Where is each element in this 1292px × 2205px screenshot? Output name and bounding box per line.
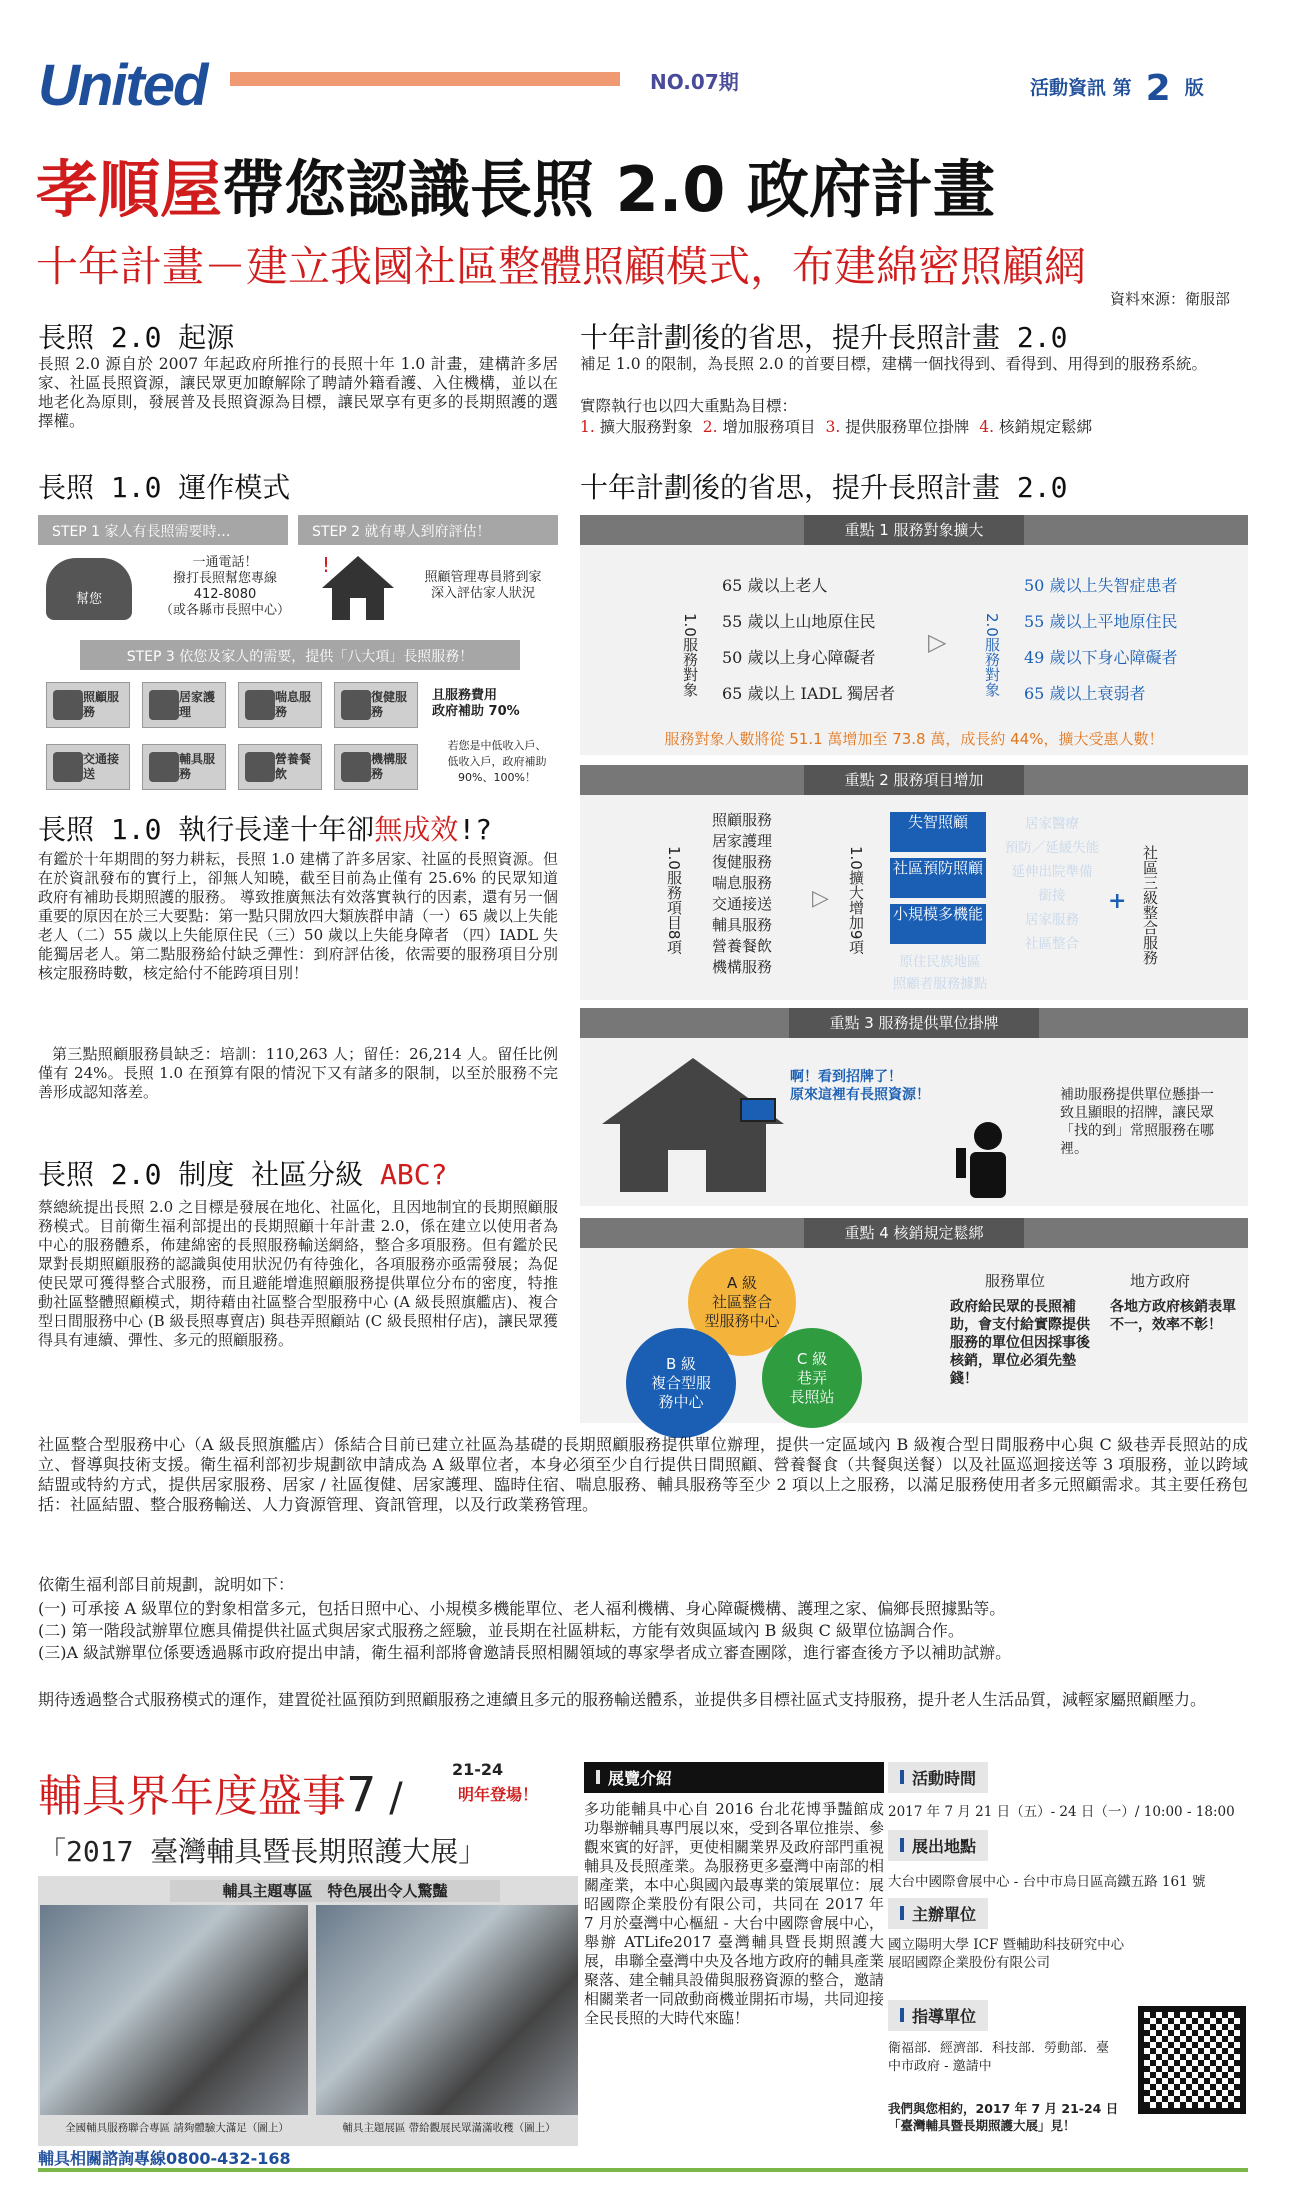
p1-right-label: 2.0服務對象 [983,613,1001,697]
origin-body: 長照 2.0 源自於 2007 年起政府所推行的長照十年 1.0 計畫，建構許多居家、社區長照資源，讓民眾更加瞭解除了聘請外籍看護、入住機構，並以在地老化為原則，發展普及長照資源為目標，讓民眾享有更多的長期照護的選擇權。 [38,355,558,430]
p2-left-label: 1.0服務項目8項 [665,845,683,955]
issue-number: NO.07期 [650,70,739,94]
p4-gov-head: 地方政府 [1130,1272,1191,1290]
step2-bar: STEP 2 就有專人到府評估！ [298,515,558,545]
time-tag [888,1762,988,1793]
origin-heading: 長照 2.0 起源 [38,321,235,354]
expo-name: 「2017 臺灣輔具暨長期照護大展」 [38,1835,487,1868]
p1-right-item: 50 歲以上失智症患者 [1024,576,1178,595]
service-8 [334,744,418,790]
p2-title [580,765,1248,795]
service-label: 復健服務 [371,690,408,719]
p1-left-item: 50 歲以上身心障礙者 [722,648,876,667]
p2-right-label: 社區三級整合服務 [1141,845,1159,965]
point-text: 核銷規定鬆綁 [998,418,1092,436]
header-accent-bar [230,72,620,86]
wide-items [38,1598,1248,1664]
failure-heading-c: !? [458,813,493,846]
page-number: 2 [1145,68,1171,109]
united-logo: United [38,53,207,118]
service-icon [53,752,83,782]
service-icon [53,690,83,720]
p2-faded-item: 預防／延緩失能 [1004,840,1100,856]
service-label: 機構服務 [371,752,408,781]
p1-left-label: 1.0服務對象 [681,613,699,697]
page-label: 活動資訊 第 [1030,77,1132,99]
expo-promo: 我們與您相約，2017 年 7 月 21-24 日「臺灣輔具暨長期照護大展」見！ [888,2101,1119,2133]
p1-left-item: 65 歲以上 IADL 獨居者 [722,684,895,703]
tier-heading-a: 長照 2.0 制度 社區分級 [38,1158,381,1191]
tier-c-circle: C 級 巷弄 長照站 [762,1328,862,1428]
page-suffix: 版 [1184,77,1204,99]
guide-tag-text: 指導單位 [912,2007,977,2026]
service-icon [149,690,179,720]
expo-photo-2 [316,1905,578,2115]
p2-faded-item: 居家服務 [1025,912,1079,928]
p2-left-item: 機構服務 [712,958,773,976]
hotline: 輔具相關諮詢專線0800-432-168 [38,2149,291,2168]
page-subtitle: 十年計畫－建立我國社區整體照顧模式，布建綿密照顧網 [36,242,1087,291]
tier-heading [38,1153,447,1193]
point-number: 4. [979,418,995,436]
service-6 [142,744,226,790]
p3-title-text: 重點 3 服務提供單位掛牌 [789,1008,1038,1038]
home-text: 照顧管理專員將到家 深入評估家人狀況 [424,570,542,601]
host-tag [888,1898,988,1929]
tier-b-circle: B 級 複合型服 務中心 [626,1328,736,1438]
phone-text: 一通電話！ 撥打長照幫您專線 412-8080 （或各縣市長照中心） [159,555,290,618]
title-brand: 孝順屋 [36,153,223,226]
house-sign-icon [598,1054,788,1194]
page-info [1030,68,1204,109]
failure-heading-b: 無成效 [374,813,459,846]
wide-closing: 期待透過整合式服務模式的運作，建置從社區預防到照顧服務之連續且多元的服務輸送體系，並提供多目標社區式支持服務，提升老人生活品質，減輕家屬照顧壓力。 [38,1690,1207,1709]
p1-right-item: 65 歲以上衰弱者 [1024,684,1146,703]
p2-faded-item: 延伸出院準備 [1011,864,1093,880]
reflection-intro: 實際執行也以四大重點為目標： [580,397,798,415]
p4-gov-text: 各地方政府核銷表單不一，效率不彰！ [1110,1299,1236,1333]
diagram-heading: 十年計劃後的省思，提升長照計畫 2.0 [580,471,1068,504]
wide-item: (一) 可承接 A 級單位的對象相當多元，包括日照中心、小規模多機能單位、老人福利機構、身心障礙機構、護理之家、偏鄉長照據點等。 [38,1599,1006,1618]
p2-left-item: 交通接送 [712,895,773,913]
service-7 [238,744,322,790]
intro-tag-text: 展覽介紹 [608,1769,673,1788]
subsidy-note: 且服務費用 政府補助 70% [432,688,520,719]
expo-place: 大台中國際會展中心 - 台中市烏日區高鐵五路 161 號 [888,1874,1206,1890]
expo-month: 7 [346,1767,377,1823]
p2-faded-item: 原住民族地區 [899,954,981,970]
p2-faded-item: 社區整合 [1025,936,1079,952]
expo-time: 2017 年 7 月 21 日（五）- 24 日（一）/ 10:00 - 18:00 [888,1804,1235,1820]
tier-body: 蔡總統提出長照 2.0 之目標是發展在地化、社區化，且因地制宜的長期照顧服務模式。目前衛生福利部提出的長期照顧十年計畫 2.0，係在建立以使用者為中心的服務體系，佈建綿密的長照服務輸送網絡，整合多項服務。但有鑑於民眾對長期照顧服務的認識與使用狀況仍有待強化，各項服務亦亟需發展；為促使民眾可獲得整合式服務，而且避能增進照顧服務提供單位分布的密度，特推動社區整體照顧模式，期待藉由社區整合型服務中心 (A 級長照旗艦店)、複合型日間服務中心 (B 級長照專賣店) 與巷弄照顧站 (C 級長照柑仔店)，讓民眾獲得具有連續、彈性、多元的照顧服務。 [38,1198,558,1349]
service-label: 營養餐飲 [275,752,312,781]
expo-photo-1 [40,1905,308,2115]
wide-item: (三)A 級試辦單位係要透過縣市政府提出申請，衛生福利部將會邀請長照相關領域的專家學者成立審查團隊，進行審查後方予以補助試辦。 [38,1643,1012,1662]
failure-heading [38,808,492,848]
service-label: 照顧服務 [83,690,120,719]
svg-text:!: ! [322,553,331,577]
photo-banner: 輔具主題專區 特色展出令人驚豔 [170,1880,500,1902]
expo-intro: 多功能輔具中心自 2016 台北花博爭豔館成功舉辦輔具專門展以來，受到各單位推崇、參觀來賓的好評，更使相關業界及政府部門重視輔具及長照產業。為服務更多臺灣中南部的相關產業，本中心與國內最專業的策展單位：展昭國際企業股份有限公司，共同在 2017 年 7 月於臺灣中心樞紐 - 大台中國際會展中心，舉辦 ATLife2017 臺灣輔具暨長期照護大展，串聯全臺灣中央及各地方政府的輔具產業聚落、建全輔具設備與服務資源的整合，邀請相關業者一同啟動商機並開拓市場，共同迎接全民長照的大時代來臨！ [584,1800,885,2027]
p2-title-text: 重點 2 服務項目增加 [804,765,1023,795]
wide-item: (二) 第一階段試辦單位應具備提供社區式與居家式服務之經驗，並長期在社區耕耘，方能有效與區域內 B 級與 C 級單位協調合作。 [38,1621,964,1640]
service-icon [245,752,275,782]
p2-left-item: 輔具服務 [712,916,773,934]
p3-text: 補助服務提供單位懸掛一致且顯眼的招牌，讓民眾「找的到」常照服務在哪裡。 [1060,1087,1214,1157]
p4-unit-head: 服務單位 [985,1272,1046,1290]
failure-body2: 第三點照顧服務員缺乏：培訓：110,263 人；留任：26,214 人。留任比例僅有 24%。長照 1.0 在預算有限的情況下又有諸多的限制，以至於服務不完善形成認知落差。 [38,1045,558,1101]
point-number: 2. [702,418,718,436]
p2-left-item: 居家護理 [712,832,773,850]
expo-date-note: 明年登場！ [458,1785,539,1804]
failure-heading-a: 長照 1.0 執行長達十年卻 [38,813,375,846]
p1-right-list [1024,568,1177,712]
time-tag-text: 活動時間 [912,1769,977,1788]
p4-title [580,1218,1248,1248]
place-tag [888,1830,988,1861]
point-text: 提供服務單位掛牌 [845,418,970,436]
source-note: 資料來源：衛服部 [1110,290,1231,308]
service-label: 喘息服務 [275,690,312,719]
p1-left-item: 55 歲以上山地原住民 [722,612,876,631]
p1-left-list [722,568,895,712]
expo-host: 國立陽明大學 ICF 暨輔助科技研究中心 展昭國際企業股份有限公司 [888,1937,1125,1971]
page-title [36,140,995,229]
wide-body: 社區整合型服務中心（A 級長照旗艦店）係結合目前已建立社區為基礎的長期照顧服務提供單位辦理，提供一定區域內 B 級複合型日間服務中心與 C 級巷弄長照站的成立、督導與技術支援。衛生福利部初步規劃欲申請成為 A 級單位者，本身必須至少自行提供日間照顧、營養餐食（共餐與送餐）以及社區巡迴接送等 3 項服務，並以跨域結盟或特約方式，提供居家服務、居家 / 社區復健、居家護理、臨時住宿、喘息服務、輔具服務等至少 2 項以上之服務，以滿足服務使用者多元照顧需求。其主要任務包括：社區結盟、整合服務輸送、人力資源管理、資訊管理，以及行政業務管理。 [38,1435,1248,1514]
p1-arrow-icon: ▷ [928,628,947,656]
sign-icon [740,1098,776,1122]
point-text: 擴大服務對象 [599,418,693,436]
p2-left-item: 喘息服務 [712,874,773,892]
footer-line [38,2168,1248,2172]
p1-title-text: 重點 1 服務對象擴大 [804,515,1023,545]
intro-tag [584,1762,884,1793]
tier-heading-b: ABC? [380,1158,448,1191]
failure-body: 有鑑於十年期間的努力耕耘，長照 1.0 建構了許多居家、社區的長照資源。但在於資訊發布的實行上，卻無人知曉，截至目前為止僅有 25.6% 的民眾知道政府有補助長期照護的服務。 導致推廣無法有效落實執行的因素，還有另一個重要的原因在於三大要點：第一點只開放四大類族群申請（一）65 歲以上失能老人（二）55 歲以上失能原住民（三）50 歲以上失能身障者 （四）IADL 失能獨居老人。第二點服務給付缺乏彈性：到府評估後，依需要的服務項目分別核定服務時數，核定給付不能跨項目別！ [38,850,558,982]
p1-left-item: 65 歲以上老人 [722,576,828,595]
host-tag-text: 主辦單位 [912,1905,977,1924]
reflection-body: 補足 1.0 的限制，為長照 2.0 的首要目標，建構一個找得到、看得到、用得到的服務系統。 [580,355,1208,373]
low-income-note: 若您是中低收入戶、 低收入戶，政府補助 90%、100%！ [447,739,547,784]
service-icon [341,752,371,782]
service-icon [149,752,179,782]
phone-label: 幫您 [75,592,102,607]
service-label: 交通接送 [83,752,120,781]
p2-arrow-icon: ▷ [812,886,829,911]
expo-guide: 衛福部．經濟部．科技部．勞動部．臺中市政府 - 邀請中 [888,2041,1110,2074]
photo-caption-1: 全國輔具服務聯合專區 請夠體驗大滿足（圖上） [65,2122,289,2134]
phone-icon [46,558,132,620]
person-icon [948,1118,1018,1198]
photo-caption-2: 輔具主題展區 帶給觀展民眾滿滿收穫（圖上） [342,2122,556,2134]
service-icon [245,690,275,720]
plus-icon: + [1108,888,1127,914]
p2-mid-label: 1.0擴大增加9項 [847,845,865,955]
wide-intro: 依衛生福利部目前規劃，說明如下： [38,1575,295,1594]
step1-bar: STEP 1 家人有長照需要時… [38,515,288,545]
p2-left-item: 照顧服務 [712,811,773,829]
title-rest: 帶您認識長照 2.0 政府計畫 [222,153,996,226]
p2-faded-item: 居家醫療 [1025,816,1079,832]
reflection-points [580,418,1248,437]
p2-faded-item: 銜接 [1038,888,1066,904]
p2-left-item: 營養餐飲 [712,937,773,955]
p2-faded-item: 照顧者服務據點 [892,976,988,992]
service-5 [46,744,130,790]
tier-a-circle: A 級 社區整合 型服務中心 [688,1248,796,1356]
p2-box-2: 社區預防照顧 [890,858,986,898]
point-text: 增加服務項目 [722,418,816,436]
house-icon [318,552,398,622]
p1-title [580,515,1248,545]
service-4 [334,682,418,728]
expo-title-text: 輔具界年度盛事 [38,1771,346,1822]
service-label: 居家護理 [179,690,216,719]
service-label: 輔具服務 [179,752,216,781]
point-number: 3. [825,418,841,436]
p4-unit-text: 政府給民眾的長照補助，會支付給實際提供服務的單位但因採事後核銷，單位必須先墊錢！ [950,1299,1090,1387]
p3-title [580,1008,1248,1038]
guide-tag [888,2000,988,2031]
p3-shout: 啊！看到招牌了！ 原來這裡有長照資源！ [790,1069,930,1103]
service-icon [341,690,371,720]
reflection-heading: 十年計劃後的省思，提升長照計畫 2.0 [580,321,1068,354]
p2-left-item: 復健服務 [712,853,773,871]
qr-code-icon[interactable] [1138,2006,1246,2114]
p1-right-item: 49 歲以下身心障礙者 [1024,648,1178,667]
p1-right-item: 55 歲以上平地原住民 [1024,612,1178,631]
expo-date-range: 21-24 [452,1760,504,1779]
ops-heading: 長照 1.0 運作模式 [38,471,291,504]
service-1 [46,682,130,728]
step3-bar: STEP 3 依您及家人的需要，提供「八大項」長照服務！ [80,640,520,670]
point-number: 1. [580,418,595,436]
place-tag-text: 展出地點 [912,1837,977,1856]
p4-title-text: 重點 4 核銷規定鬆綁 [804,1218,1023,1248]
p1-note: 服務對象人數將從 51.1 萬增加至 73.8 萬，成長約 44%，擴大受惠人數！ [664,730,1164,748]
p2-left-list [712,810,772,978]
p2-box-3: 小規模多機能 [890,904,986,944]
service-2 [142,682,226,728]
service-3 [238,682,322,728]
p2-box-1: 失智照顧 [890,812,986,852]
expo-title: 輔具界年度盛事7 / [38,1767,403,1823]
